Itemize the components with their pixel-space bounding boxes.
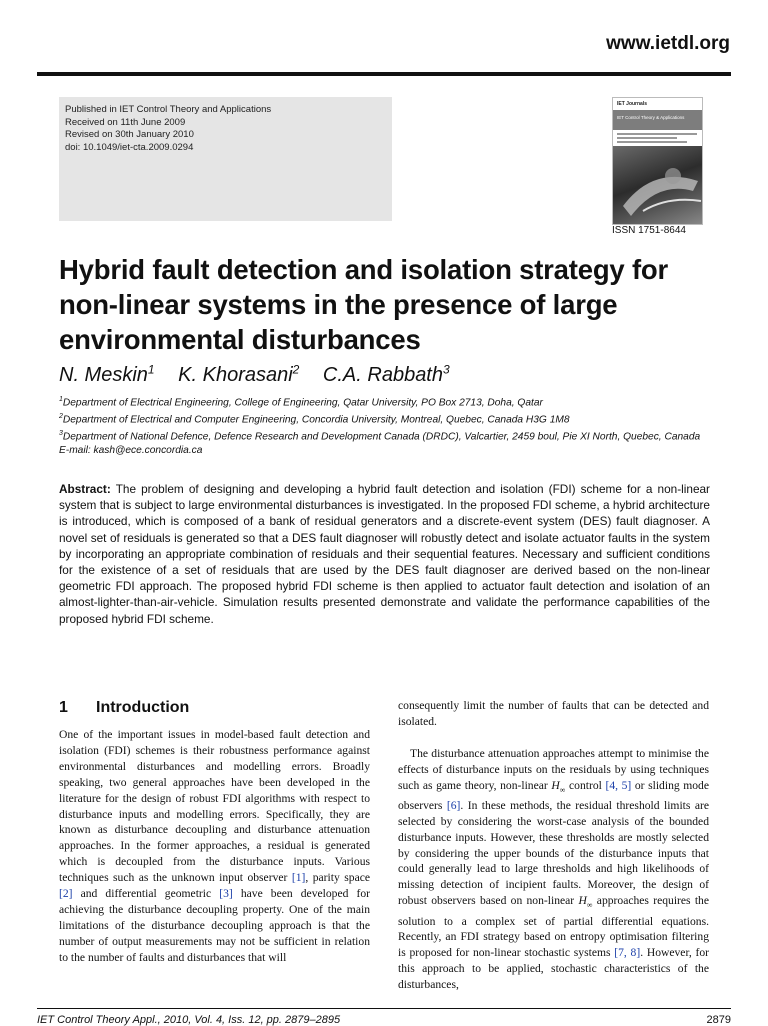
contact-email[interactable]: E-mail: kash@ece.concordia.ca	[59, 444, 203, 456]
cover-text-lines	[617, 133, 697, 145]
footer-rule	[37, 1008, 731, 1009]
journal-logo: IET Journals	[617, 101, 648, 107]
paragraph: One of the important issues in model-based fault detection and isolation (FDI) schemes is their robustness performance against environmental disturbances and modelling errors. Broadly speaking, two general approaches have been developed in the literature for the design of robust FDI algorithms with respect to disturbance inputs and modelling errors. Specifically, they are known as disturbance decoupling and disturbance attenuation approaches. In the former approaches, a residual is generated which is decoupled from the disturbance inputs. Various techniques such as the unknown input observer [1], parity space [2] and differential geometric [3] have been developed for achieving the disturbance decoupling property. One of the main limitations of the disturbance decoupling approach is that the number of output measurements may not be sufficient in relation to the number of faults and disturbances that will	[59, 728, 371, 964]
affiliation: $^3$Department of National Defence, Defence Research and Development Canada (DRDC), Valcartier, 2459 boul, Pie XI North, Quebec, Canada	[59, 429, 701, 443]
citation-link[interactable]: [6]	[446, 798, 461, 812]
cover-photo	[613, 146, 702, 225]
section-heading	[59, 699, 189, 717]
author: K. Khorasani$^2$	[178, 362, 300, 386]
citation-link[interactable]: [7, 8]	[614, 946, 641, 960]
header-rule	[37, 72, 731, 76]
body-column-left	[59, 727, 370, 966]
received-date: Received on 11th June 2009	[65, 116, 186, 128]
journal-cover-image	[612, 97, 703, 225]
abstract-text: The problem of designing and developing a hybrid fault detection and isolation (FDI) scheme for a non-linear system that is subject to large environmental disturbances is investigated. In the proposed FDI scheme, a hybrid architecture is introduced, which is composed of a bank of residual generators and a discrete-event system (DES) fault diagnoser. A novel set of residuals is generated so that a DES fault diagnoser will robustly detect and isolate actuator faults in the system by incorporating an appropriate combination of residuals and their sequential features. Necessary and sufficient conditions for the existence of a set of residuals that are used by the DES fault diagnoser are derived based on the non-linear geometric FDI approach. The proposed hybrid FDI scheme is then applied to actuator fault detection and isolation of an almost-lighter-than-air-vehicle. Simulation results presented demonstrate and validate the performance capabilities of the proposed hybrid FDI scheme.	[59, 482, 710, 626]
footer-citation: IET Control Theory Appl., 2010, Vol. 4, Iss. 12, pp. 2879–2895	[37, 1014, 341, 1026]
abstract-label: Abstract:	[59, 482, 111, 496]
section-number: 1	[59, 699, 68, 716]
section-title: Introduction	[96, 699, 190, 716]
author-list	[59, 362, 468, 387]
paragraph: The disturbance attenuation approaches attempt to minimise the effects of disturbance inputs on the residuals by using techniques such as game theory, non-linear $H_\infty$ control [4, 5] or sliding mode observers [6]. In these methods, the residual threshold limits are selected by considering the worst-case analysis of the bounded disturbance inputs. However, these thresholds are mostly selected by considering the upper bounds of the disturbance inputs that could generally lead to large thresholds and high likelihoods of missing detection of incipient faults. Moreover, the design of robust observers based on non-linear $H_\infty$ approaches requires the solution to a complex set of partial differential equations. Recently, an FDI strategy based on entropy optimisation filtering is proposed for non-linear stochastic systems [7, 8]. However, for this approach to be applied, stochastic characteristics of the disturbances,	[398, 746, 710, 992]
math-symbol: $H_\infty$	[578, 894, 593, 910]
citation-link[interactable]: [1]	[291, 871, 306, 885]
affiliations	[59, 393, 714, 457]
abstract	[59, 481, 710, 627]
citation-link[interactable]: [3]	[219, 887, 233, 901]
math-symbol: $H_\infty$	[551, 778, 566, 794]
article-title: Hybrid fault detection and isolation strategy for non-linear systems in the presence of large environmental disturbances	[59, 254, 669, 355]
body-column-right	[398, 698, 709, 993]
citation-link[interactable]: [4, 5]	[605, 778, 632, 792]
author: N. Meskin$^1$	[59, 362, 155, 386]
author: C.A. Rabbath$^3$	[322, 362, 450, 386]
doi[interactable]: doi: 10.1049/iet-cta.2009.0294	[65, 141, 194, 153]
published-in: Published in IET Control Theory and Applications	[65, 104, 272, 115]
revised-date: Revised on 30th January 2010	[65, 129, 194, 140]
citation-link[interactable]: [2]	[59, 887, 73, 901]
issn: ISSN 1751-8644	[612, 225, 686, 236]
affiliation: $^2$Department of Electrical and Computer Engineering, Concordia University, Montreal, Quebec, Canada H3G 1M8	[59, 412, 570, 426]
publication-info-box	[59, 97, 392, 221]
affiliation: $^1$Department of Electrical Engineering, College of Engineering, Qatar University, PO Box 2713, Doha, Qatar	[59, 396, 543, 409]
cover-band	[613, 110, 702, 130]
site-url[interactable]: www.ietdl.org	[606, 33, 730, 54]
journal-series: IET Control Theory & Applications	[617, 115, 685, 120]
page-number: 2879	[706, 1014, 731, 1026]
paragraph: consequently limit the number of faults that can be detected and isolated.	[398, 699, 709, 728]
